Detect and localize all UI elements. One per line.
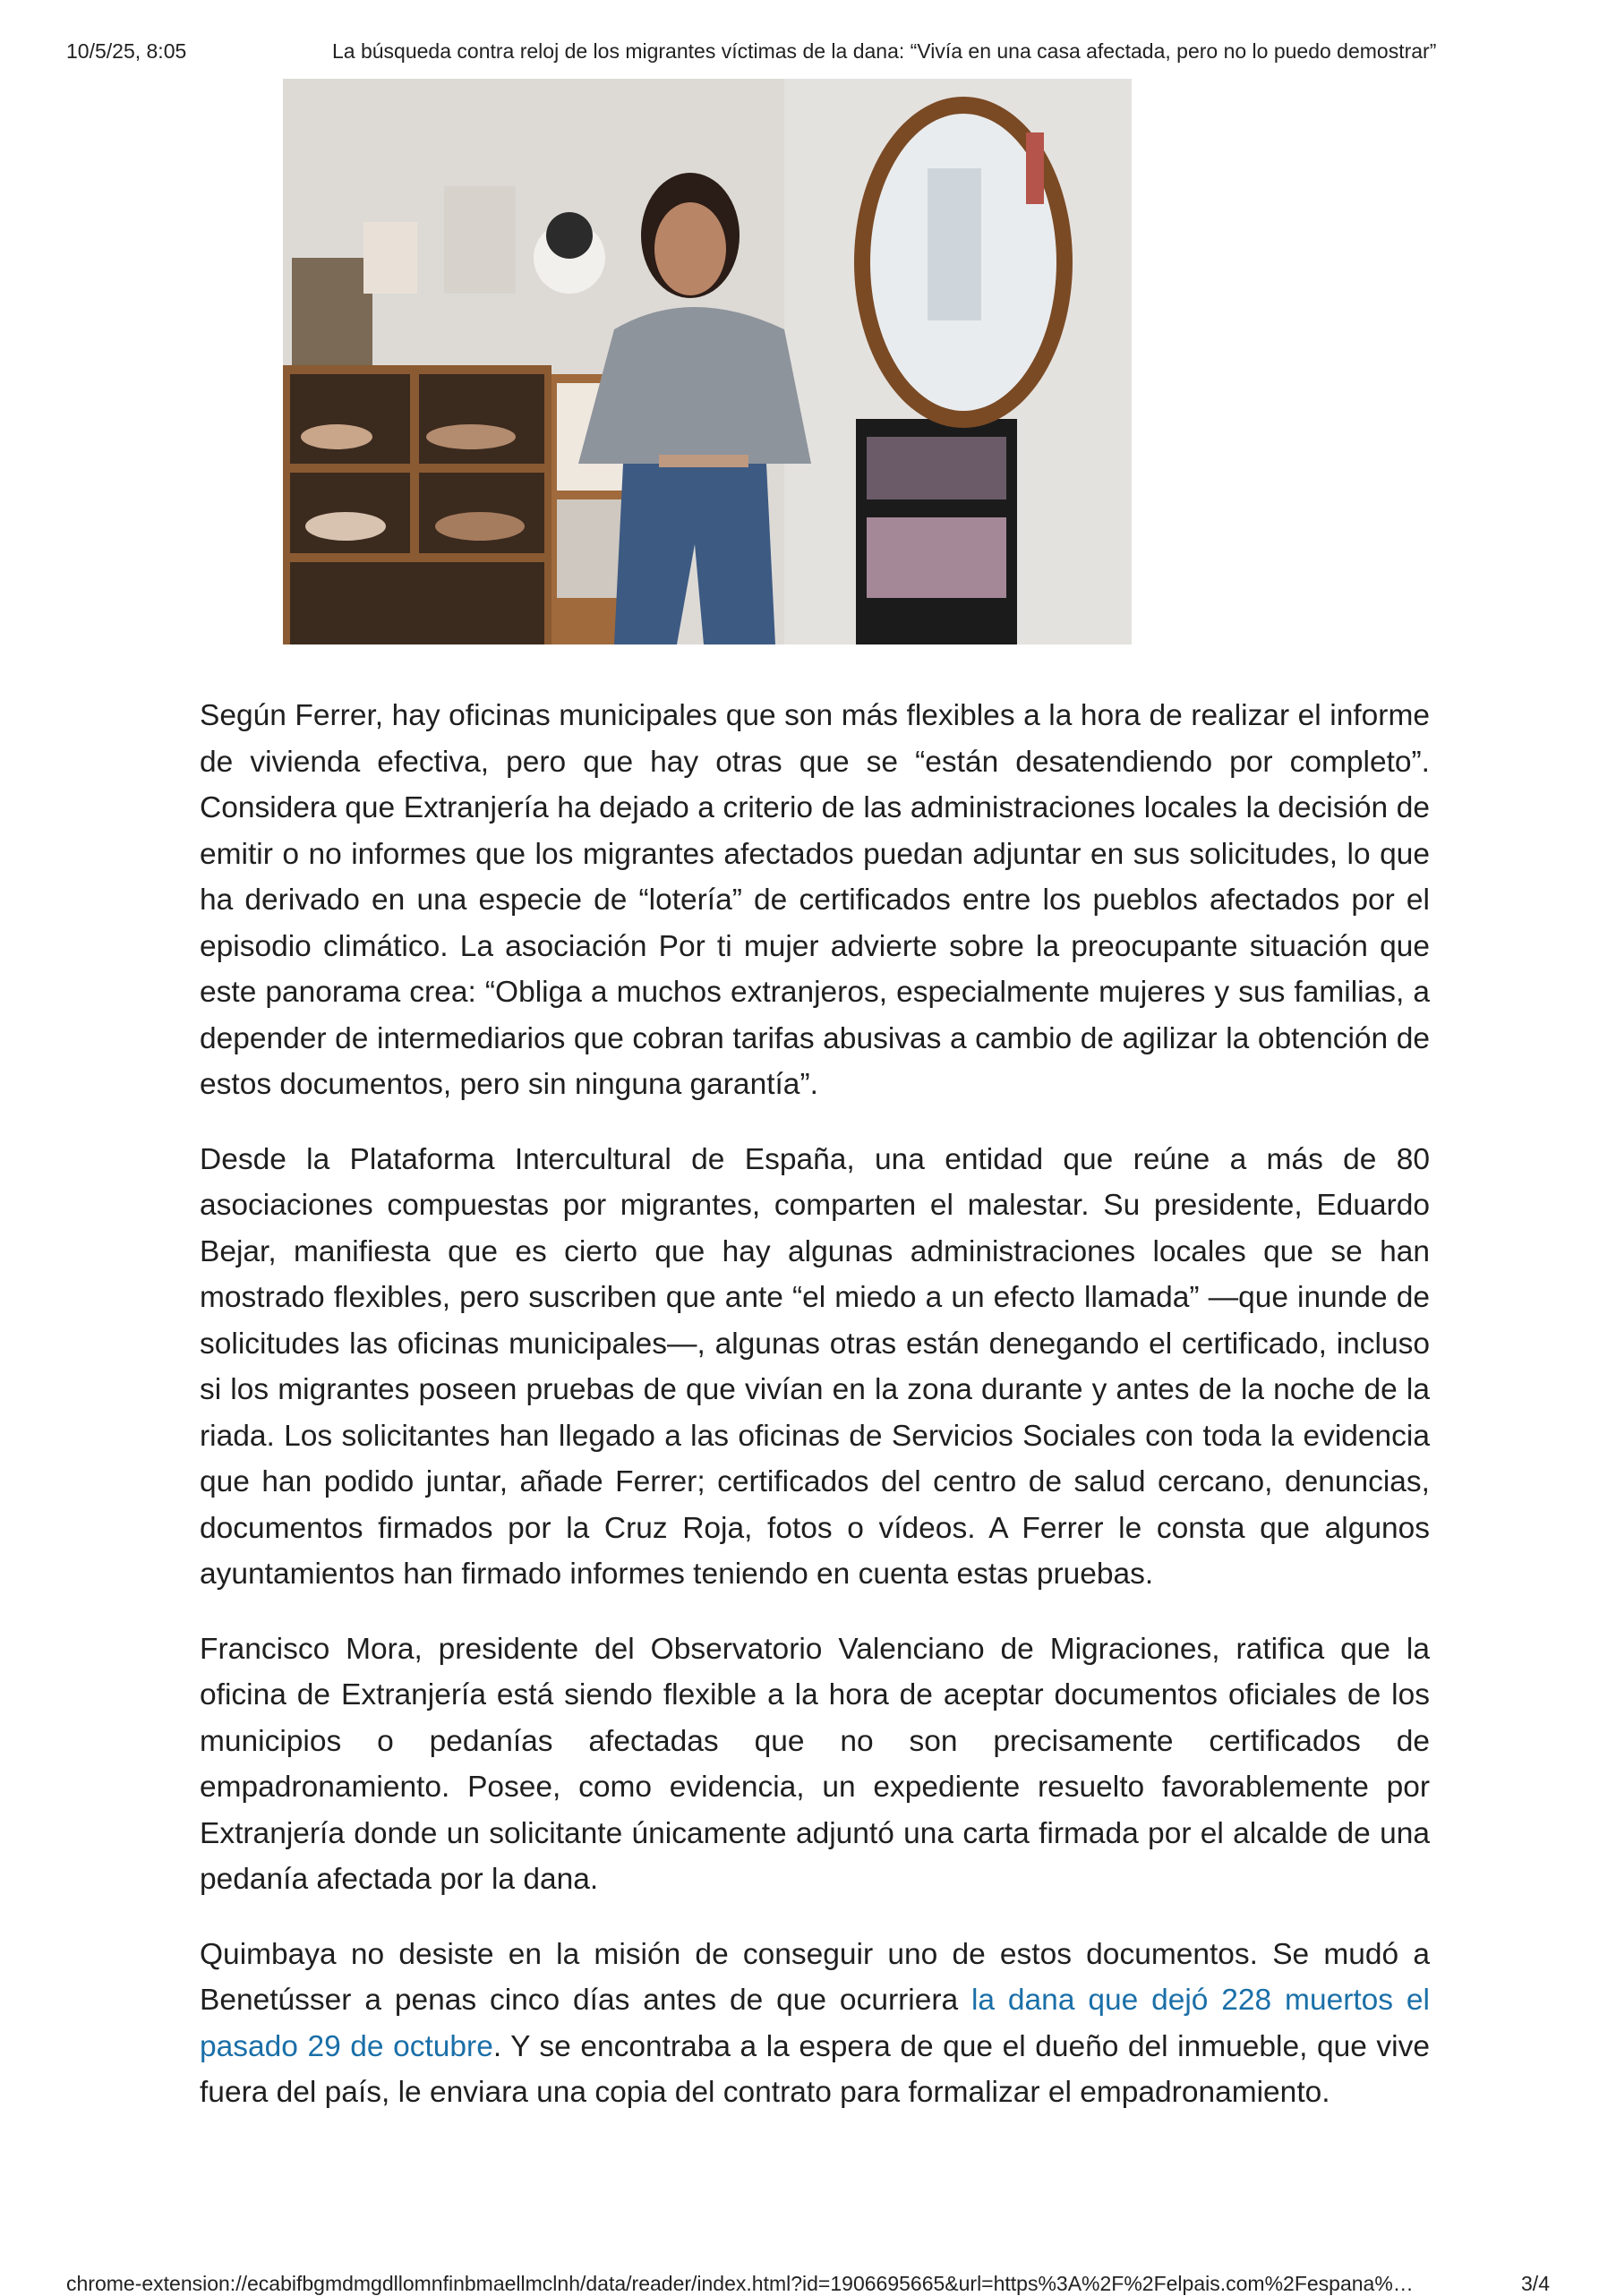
print-page-title: La búsqueda contra reloj de los migrantes víctimas de la dana: “Vivía en una casa afectada, pero no lo puedo demostrar” [332,39,1437,63]
article-body [200,693,1430,2145]
photo-illustration [283,79,1132,644]
print-url: chrome-extension://ecabifbgmdmgdllomnfinbmaellmclnh/data/reader/index.html?id=1906695665&url=https%3A%2F%2Felpais.com%2Fespana%… [66,2272,1414,2295]
print-datetime: 10/5/25, 8:05 [66,39,187,63]
paragraph-4 [200,1932,1430,2116]
paragraph-1: Según Ferrer, hay oficinas municipales que son más flexibles a la hora de realizar el informe de vivienda efectiva, pero que hay otras que se “están desatendiendo por completo”. Considera que Extranjería ha dejado a criterio de las administraciones locales la decisión de emitir o no informes que los migrantes afectados puedan adjuntar en sus solicitudes, lo que ha derivado en una especie de “lotería” de certificados entre los pueblos afectados por el episodio climático. La asociación Por ti mujer advierte sobre la preocupante situación que este panorama crea: “Obliga a muchos extranjeros, especialmente mujeres y sus familias, a depender de intermediarios que cobran tarifas abusivas a cambio de agilizar la obtención de estos documentos, pero sin ninguna garantía”. [200,699,1430,1101]
article-photo [283,79,1132,644]
paragraph-4-text-start: Quimbaya no desiste en la misión de conseguir uno de estos documentos. Se mudó a Benetússer a penas cinco días antes de que ocurriera [200,1937,1430,2017]
dana-article-link[interactable]: la dana que dejó 228 muertos el pasado 29 de octubre [200,1984,1430,2063]
paragraph-2: Desde la Plataforma Intercultural de España, una entidad que reúne a más de 80 asociaciones compuestas por migrantes, comparten el malestar. Su presidente, Eduardo Bejar, manifiesta que es cierto que hay algunas administraciones locales que se han mostrado flexibles, pero suscriben que ante “el miedo a un efecto llamada” —que inunde de solicitudes las oficinas municipales—, algunas otras están denegando el certificado, incluso si los migrantes poseen pruebas de que vivían en la zona durante y antes de la noche de la riada. Los solicitantes han llegado a las oficinas de Servicios Sociales con toda la evidencia que han podido juntar, añade Ferrer; certificados del centro de salud cercano, denuncias, documentos firmados por la Cruz Roja, fotos o vídeos. A Ferrer le consta que algunos ayuntamientos han firmado informes teniendo en cuenta estas pruebas. [200,1142,1430,1591]
page-number: 3/4 [1521,2272,1550,2295]
paragraph-4-text-end: . Y se encontraba a la espera de que el dueño del inmueble, que vive fuera del país, le enviara una copia del contrato para formalizar el empadronamiento. [200,2029,1431,2109]
paragraph-3: Francisco Mora, presidente del Observatorio Valenciano de Migraciones, ratifica que la oficina de Extranjería está siendo flexible a la hora de aceptar documentos oficiales de los municipios o pedanías afectadas que no son precisamente certificados de empadronamiento. Posee, como evidencia, un expediente resuelto favorablemente por Extranjería donde un solicitante únicamente adjuntó una carta firmada por el alcalde de una pedanía afectada por la dana. [200,1632,1430,1896]
